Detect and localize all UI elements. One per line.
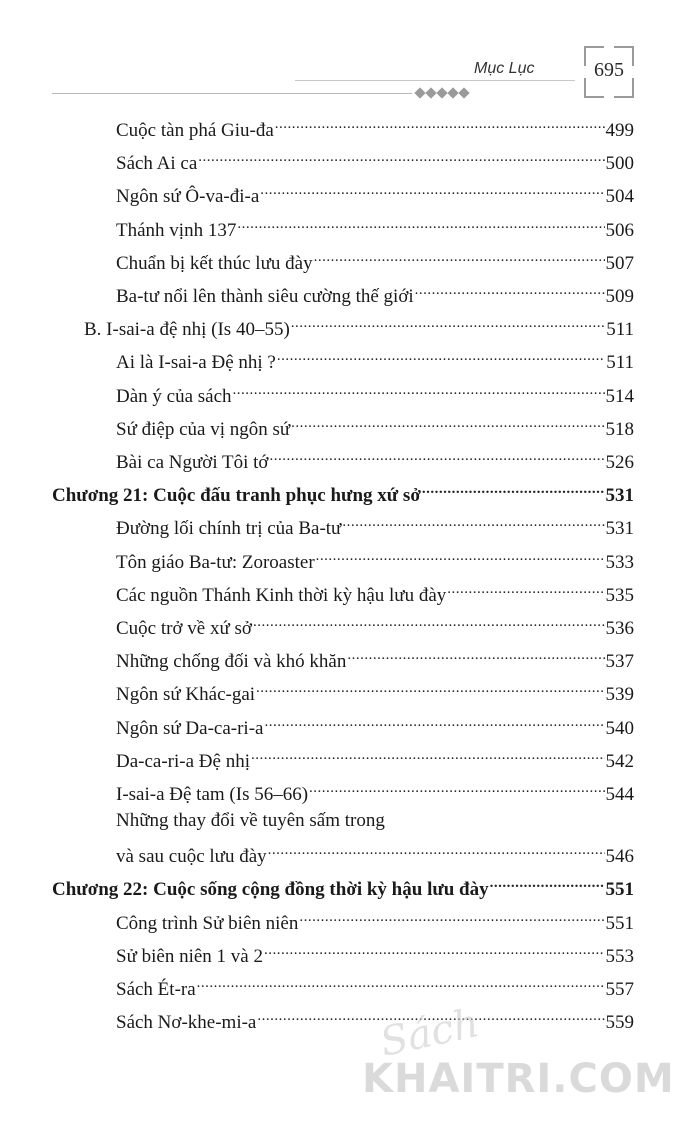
toc-entry-title: Sử biên niên 1 và 2 [116,945,263,967]
toc-entry-page: 559 [605,1012,634,1034]
toc-entry [116,378,634,409]
page-number: 695 [594,59,624,81]
toc-entry-page: 514 [605,385,634,407]
toc-entry-title: Sách Ai ca [116,153,198,175]
header-rule-upper [295,80,575,81]
page-number-frame [586,48,632,96]
toc-entry-page: 500 [605,153,634,175]
toc-entry-page: 526 [605,452,634,473]
toc-entry-page: 535 [605,584,634,606]
toc-entry-title: Sứ điệp của vị ngôn sứ [116,418,291,440]
toc-entry-title: I-sai-a Đệ tam (Is 56–66) [116,784,309,805]
toc-entry-title: Sách Ét-ra [116,979,196,1000]
toc-leader-dots [233,378,605,402]
toc-entry [116,145,634,176]
toc-leader-dots [237,212,604,236]
header-rule [52,93,412,94]
toc-entry [116,710,634,741]
toc-leader-dots [197,971,605,995]
toc-entry-title: Đường lối chính trị của Ba-tư [116,518,342,540]
toc-entry-title: Bài ca Người Tôi tớ [116,452,269,473]
toc-entry [116,676,634,707]
toc-entry-title: Cuộc tàn phá Giu-đa [116,120,274,141]
toc-entry [116,971,634,1002]
toc-entry [116,510,634,541]
toc-entry [116,938,634,969]
toc-leader-dots [316,544,605,568]
toc-entry-page: 511 [606,352,634,374]
toc-entry [116,245,634,276]
toc-leader-dots [264,710,604,734]
toc-entry-title: Ngôn sứ Da-ca-ri-a [116,717,264,739]
toc-entry-title: Ngôn sứ Ô-va-đi-a [116,186,260,208]
toc-entry [116,643,634,674]
toc-entry-page: 507 [605,252,634,274]
toc-leader-dots [291,411,604,435]
toc-entry [116,278,634,309]
toc-entry [116,344,634,375]
toc-entry-page: 518 [605,418,634,440]
ornament-diamonds [416,86,468,100]
toc-entry [116,776,634,807]
toc-entry-title: Dàn ý của sách [116,385,232,407]
toc-leader-dots [447,577,604,601]
toc-entry-title: Ngôn sứ Khác-gai [116,684,256,706]
toc-entry [116,577,634,608]
toc-entry-title: Chương 21: Cuộc đấu tranh phục hưng xứ sở [52,485,421,507]
toc-entry [116,544,634,575]
toc-entry-page: 542 [605,750,634,772]
toc-entry-page: 544 [605,784,634,805]
toc-leader-dots [275,112,605,136]
toc-leader-dots [260,178,604,202]
toc-leader-dots [264,938,605,962]
toc-entry-title: Tôn giáo Ba-tư: Zoroaster [116,551,315,573]
toc-leader-dots [415,278,605,302]
toc-entry-page: 531 [605,485,634,507]
toc-entry-title: Da-ca-ri-a Đệ nhị [116,750,250,772]
toc-entry-title: Thánh vịnh 137 [116,219,237,241]
watermark-brand: KHAITRI.COM [362,1056,675,1102]
toc-leader-dots [422,477,605,501]
toc-entry-page: 551 [605,879,634,901]
toc-entry [116,905,634,936]
toc-entry-page: 551 [605,912,634,934]
toc-entry [84,311,634,342]
toc-entry [116,444,634,475]
toc-leader-dots [490,871,605,895]
toc-entry-title: và sau cuộc lưu đày [116,846,267,868]
toc-entry-page: 499 [605,120,634,141]
toc-entry-title: Ai là I-sai-a Đệ nhị ? [116,352,276,374]
toc-entry-title-line: Những thay đổi về tuyên sấm trong [116,810,385,832]
toc-leader-dots [277,344,605,368]
toc-entry [116,112,634,143]
toc-entry [116,178,634,209]
toc-entry-page: 506 [605,219,634,241]
toc-entry-title: B. I-sai-a đệ nhị (Is 40–55) [84,319,290,341]
toc-entry-page: 546 [605,846,634,868]
toc-entry-page: 504 [605,186,634,208]
toc-leader-dots [347,643,604,667]
toc-leader-dots [253,610,605,634]
toc-leader-dots [309,776,604,800]
toc-leader-dots [291,311,605,335]
toc-entry-page: 557 [605,979,634,1000]
watermark-logo [340,1000,680,1110]
toc-entry-title: Các nguồn Thánh Kinh thời kỳ hậu lưu đày [116,584,447,606]
toc-entry [116,411,634,442]
watermark-script: Sách [376,1000,484,1066]
toc-entry [116,610,634,641]
toc-entry-title: Chương 22: Cuộc sống cộng đồng thời kỳ hậu lưu đày [52,879,489,901]
toc-leader-dots [269,444,604,468]
running-title: Mục Lục [474,60,535,77]
toc-chapter-entry [52,871,634,902]
toc-leader-dots [251,743,605,767]
toc-entry [116,743,634,774]
toc-chapter-entry [52,477,634,508]
toc-leader-dots [314,245,605,269]
toc-entry-page: 553 [605,945,634,967]
toc-entry-page: 536 [605,618,634,639]
toc-leader-dots [299,905,604,929]
toc-leader-dots [342,510,604,534]
toc-leader-dots [198,145,604,169]
toc-entry-title: Sách Nơ-khe-mi-a [116,1012,257,1034]
toc-leader-dots [256,676,604,700]
toc-entry-page: 537 [605,651,634,673]
toc-entry-page: 511 [606,319,634,341]
toc-entry-title: Những chống đối và khó khăn [116,651,347,673]
toc-leader-dots [268,838,605,862]
toc-entry-page: 533 [605,551,634,573]
toc-entry-page: 531 [605,518,634,540]
toc-entry-title: Ba-tư nổi lên thành siêu cường thế giới [116,286,414,307]
toc-entry [116,212,634,243]
toc-entry-page: 539 [605,684,634,706]
toc-entry-title: Chuẩn bị kết thúc lưu đày [116,252,313,274]
toc-entry [116,838,634,869]
toc-entry-page: 540 [605,717,634,739]
toc-entry-title: Công trình Sử biên niên [116,912,299,934]
toc-entry-page: 509 [605,286,634,307]
toc-entry-title: Cuộc trở về xứ sở [116,618,252,639]
